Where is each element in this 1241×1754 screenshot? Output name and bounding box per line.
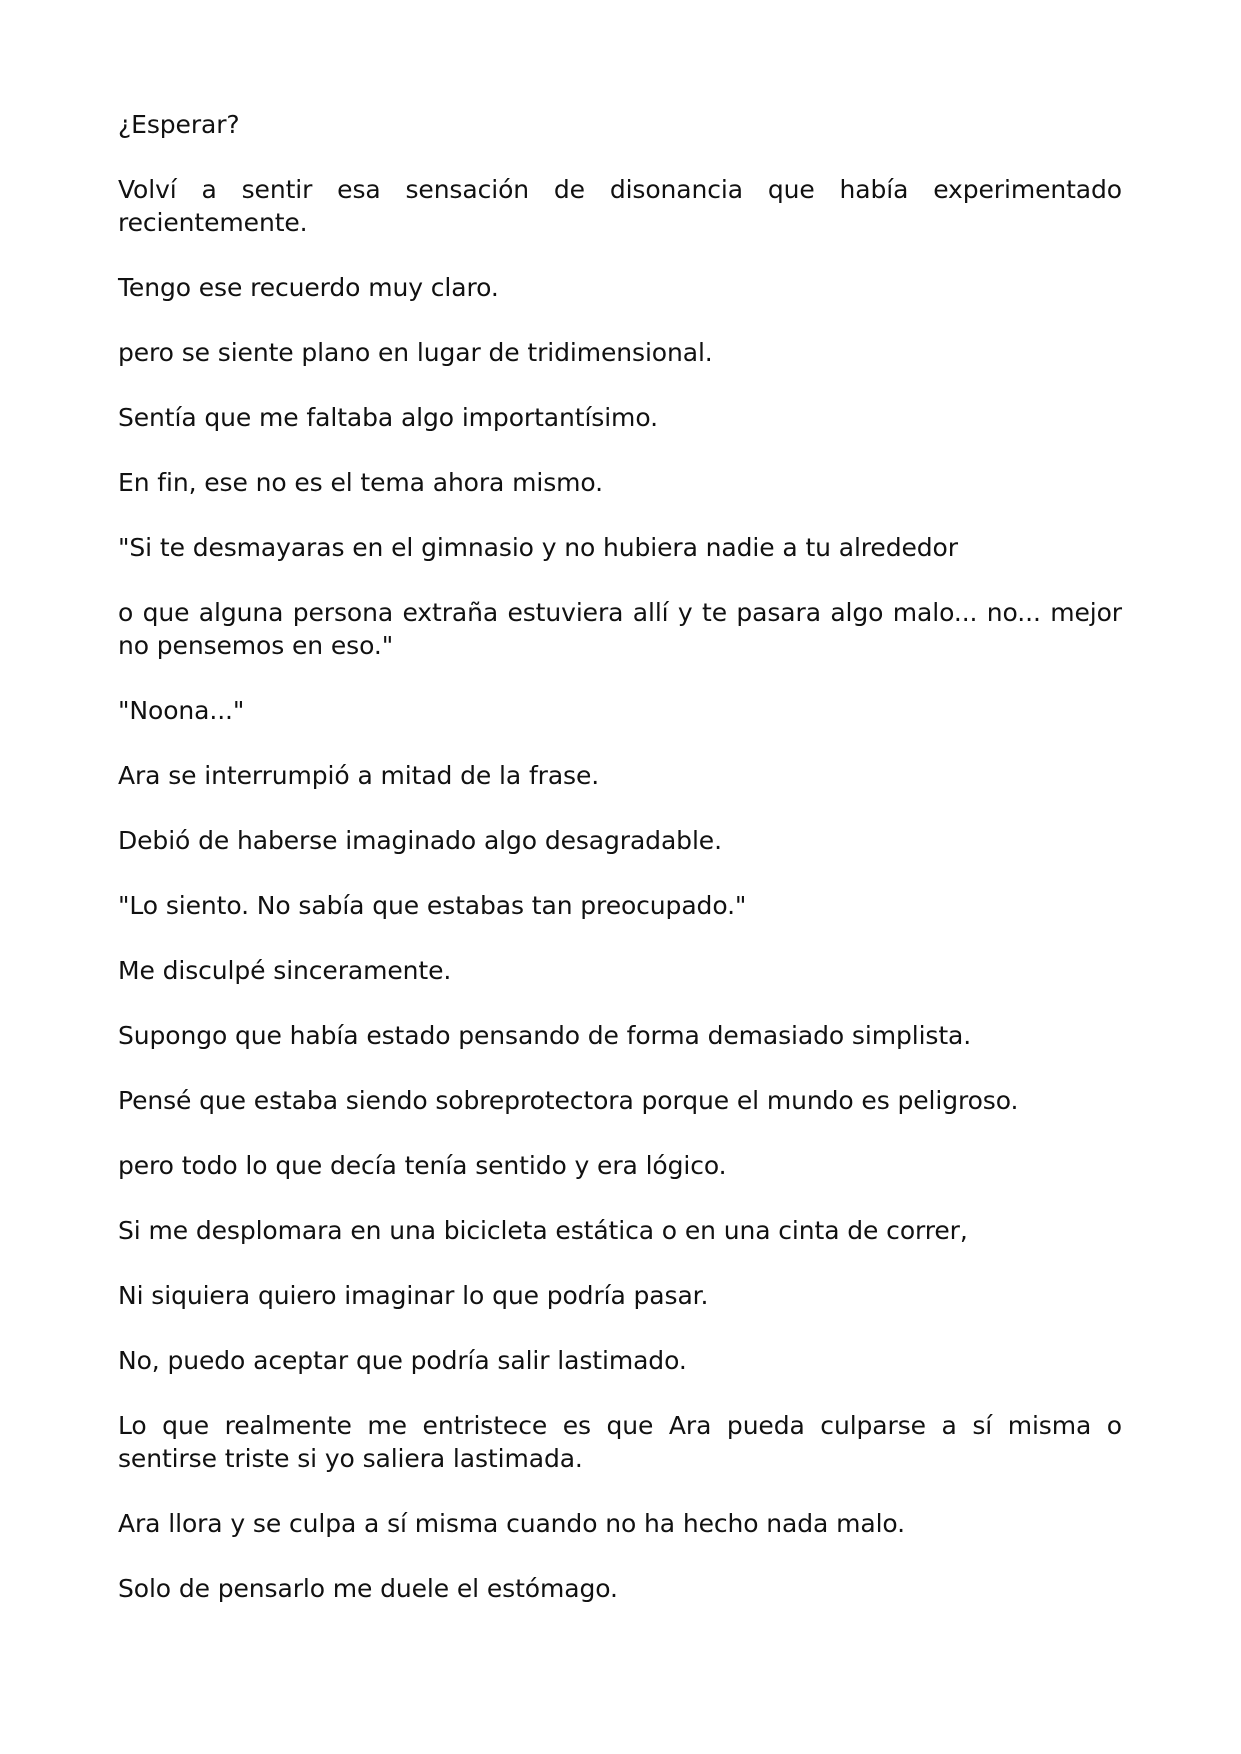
paragraph: "Noona..." (118, 696, 245, 725)
paragraph: "Si te desmayaras en el gimnasio y no hubiera nadie a tu alrededor (118, 533, 958, 562)
paragraph: Volví a sentir esa sensación de disonancia que había experimentado recientemente. (118, 175, 1122, 237)
paragraph: Ara llora y se culpa a sí misma cuando no ha hecho nada malo. (118, 1509, 906, 1538)
paragraph: o que alguna persona extraña estuviera allí y te pasara algo malo... no... mejor no pensemos en eso." (118, 598, 1122, 660)
paragraph: Debió de haberse imaginado algo desagradable. (118, 826, 722, 855)
paragraph: pero se siente plano en lugar de tridimensional. (118, 338, 713, 367)
paragraph: Sentía que me faltaba algo importantísimo. (118, 403, 658, 432)
paragraph: Me disculpé sinceramente. (118, 956, 452, 985)
paragraph: pero todo lo que decía tenía sentido y era lógico. (118, 1151, 727, 1180)
paragraph: "Lo siento. No sabía que estabas tan preocupado." (118, 891, 747, 920)
paragraph: Ara se interrumpió a mitad de la frase. (118, 761, 600, 790)
paragraph: No, puedo aceptar que podría salir lastimado. (118, 1346, 687, 1375)
paragraph: Lo que realmente me entristece es que Ara pueda culparse a sí misma o sentirse triste si yo saliera lastimada. (118, 1411, 1122, 1473)
paragraph: Supongo que había estado pensando de forma demasiado simplista. (118, 1021, 972, 1050)
paragraph: Solo de pensarlo me duele el estómago. (118, 1574, 618, 1603)
paragraph: Ni siquiera quiero imaginar lo que podría pasar. (118, 1281, 709, 1310)
paragraph: ¿Esperar? (118, 110, 240, 139)
paragraph: Tengo ese recuerdo muy claro. (118, 273, 499, 302)
paragraph: En fin, ese no es el tema ahora mismo. (118, 468, 604, 497)
paragraph: Pensé que estaba siendo sobreprotectora porque el mundo es peligroso. (118, 1086, 1019, 1115)
paragraph: Si me desplomara en una bicicleta estática o en una cinta de correr, (118, 1216, 968, 1245)
document-page (118, 108, 1122, 1637)
